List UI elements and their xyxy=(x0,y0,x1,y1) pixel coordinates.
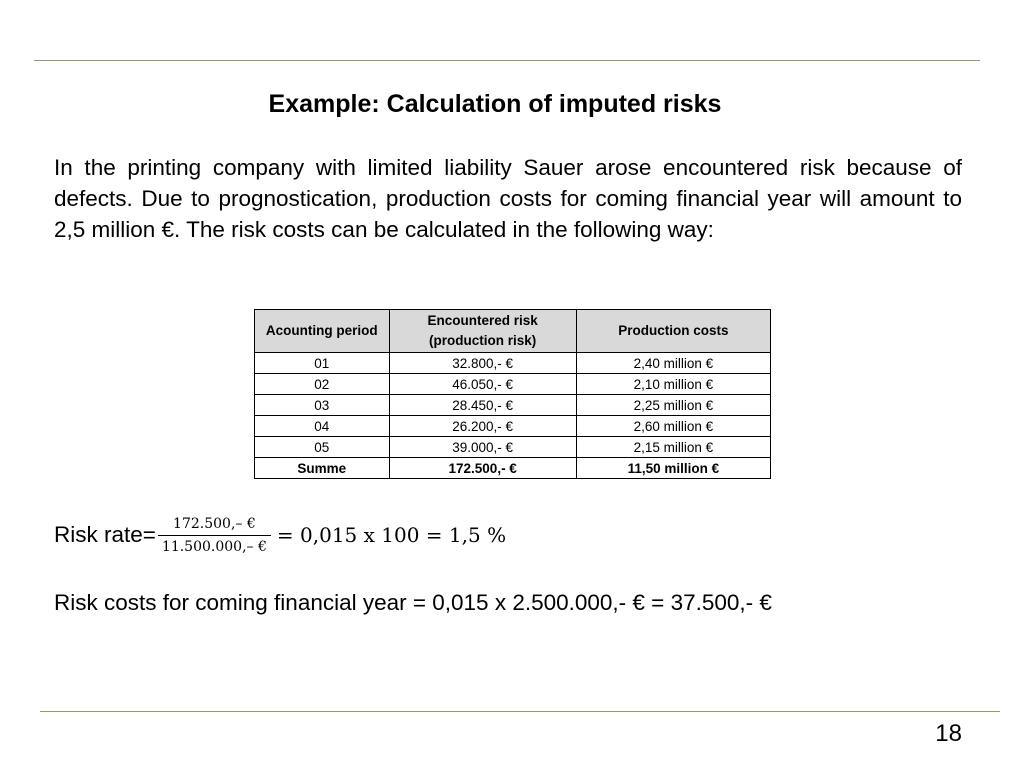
risk-rate-fraction xyxy=(158,516,271,555)
header-production-costs: Production costs xyxy=(576,310,770,353)
period-cell: 04 xyxy=(255,416,390,437)
cost-cell: 2,15 million € xyxy=(576,437,770,458)
intro-paragraph: In the printing company with limited liability Sauer arose encountered risk because of defects. Due to prognostication, production costs for coming financial year will amount to 2,5 million €. The risk costs can be calculated in the following way: xyxy=(54,155,962,242)
bottom-divider xyxy=(40,711,1000,712)
table-header-row xyxy=(255,310,771,353)
risk-rate-label: Risk rate= xyxy=(54,522,156,547)
risk-table xyxy=(254,309,771,479)
header-accounting-period: Acounting period xyxy=(255,310,390,353)
top-divider xyxy=(34,60,980,61)
cost-cell: 2,25 million € xyxy=(576,395,770,416)
table-row xyxy=(255,353,771,374)
risk-rate-formula xyxy=(54,508,506,562)
table-row xyxy=(255,437,771,458)
table-row xyxy=(255,374,771,395)
table-row xyxy=(255,395,771,416)
cost-cell: 2,60 million € xyxy=(576,416,770,437)
fraction-numerator: 172.500,– € xyxy=(173,515,256,532)
total-risk-cell: 172.500,- € xyxy=(389,458,576,479)
total-cost-cell: 11,50 million € xyxy=(576,458,770,479)
risk-cell: 46.050,- € xyxy=(389,374,576,395)
period-cell: 03 xyxy=(255,395,390,416)
period-cell: 01 xyxy=(255,353,390,374)
page-number: 18 xyxy=(935,720,962,747)
cost-cell: 2,40 million € xyxy=(576,353,770,374)
risk-costs-line: Risk costs for coming financial year = 0,015 x 2.500.000,- € = 37.500,- € xyxy=(54,590,772,615)
cost-cell: 2,10 million € xyxy=(576,374,770,395)
risk-cell: 26.200,- € xyxy=(389,416,576,437)
slide-title: Example: Calculation of imputed risks xyxy=(268,90,722,118)
risk-cell: 28.450,- € xyxy=(389,395,576,416)
total-label-cell: Summe xyxy=(255,458,390,479)
header-encountered-risk: Encountered risk (production risk) xyxy=(389,310,576,353)
fraction-denominator: 11.500.000,– € xyxy=(158,535,271,555)
risk-cell: 32.800,- € xyxy=(389,353,576,374)
table-total-row xyxy=(255,458,771,479)
risk-cell: 39.000,- € xyxy=(389,437,576,458)
period-cell: 02 xyxy=(255,374,390,395)
table-row xyxy=(255,416,771,437)
risk-rate-result: = 0,015 x 100 = 1,5 % xyxy=(276,523,507,547)
period-cell: 05 xyxy=(255,437,390,458)
